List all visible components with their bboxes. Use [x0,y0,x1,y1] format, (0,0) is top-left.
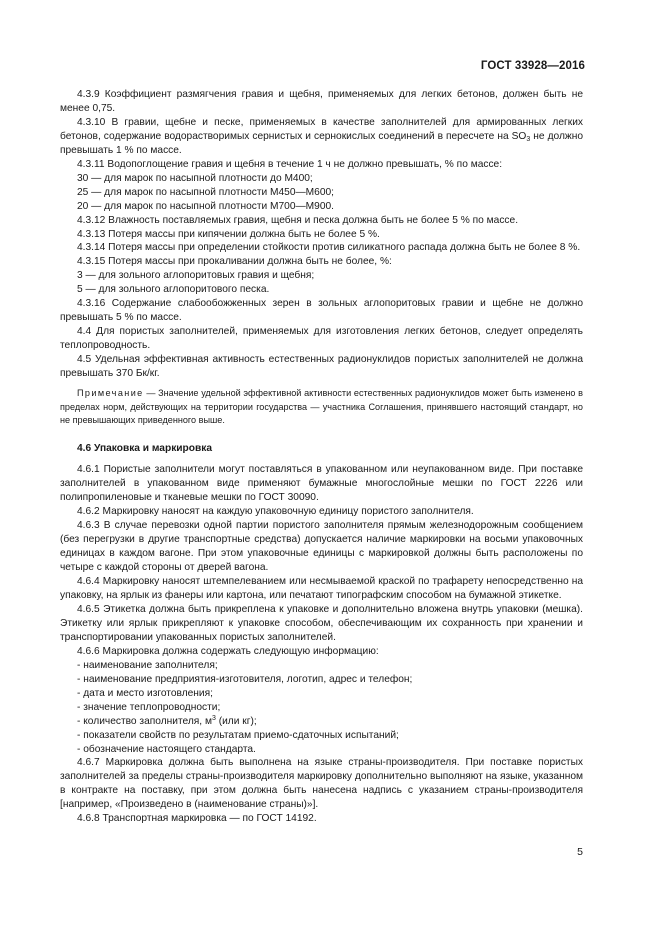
list-item-text: дата и место изготовления; [83,687,213,699]
clause-4-6-4: 4.6.4 Маркировку наносят штемпелеванием или несмываемой краской по трафарету непосредственно на упаковку, на ярлык из фанеры или картона, или печатают типографским способом на бумажной этикетке. [60,576,583,602]
list-item: - значение теплопроводности; [77,701,221,713]
clause-4-3-14: 4.3.14 Потеря массы при определении стойкости против силикатного распада должна быть не более 8 %. [77,242,581,254]
list-line: 25 — для марок по насыпной плотности М450—М600; [77,186,334,198]
list-item: - наименование заполнителя; [77,659,218,671]
clause-4-3-10 [60,116,583,158]
section-title: 4.6 Упаковка и маркировка [77,442,213,454]
document-header: ГОСТ 33928—2016 [480,60,585,72]
clause-4-3-12: 4.3.12 Влажность поставляемых гравия, щебня и песка должна быть не более 5 % по массе. [77,214,519,226]
list-item: - показатели свойств по результатам приемо-сдаточных испытаний; [77,729,399,741]
clause-4-6-3: 4.6.3 В случае перевозки одной партии пористого заполнителя прямым железнодорожным сообщением (без перегрузки в другие транспортные средства) допускается наличие маркировки на восьми упаковочных единицах в каждом вагоне. При этом упаковочные единицы с маркировкой должны быть расположены по четыре с каждой стороны от дверей вагона. [60,520,583,574]
list-item-text: наименование заполнителя; [83,659,218,671]
superscript: 3 [211,714,216,722]
list-line: 20 — для марок по насыпной плотности М700—М900. [77,200,334,212]
list-item: - наименование предприятия-изготовителя, логотип, адрес и телефон; [77,673,413,685]
clause-4-3-16: 4.3.16 Содержание слабообожженных зерен в зольных аглопоритовых гравии и щебне не должно превышать 5 % по массе. [60,298,583,324]
list-item: - дата и место изготовления; [77,687,213,699]
subscript: 3 [526,135,531,143]
list-item: - количество заполнителя, $м^3$ (или кг); [77,714,257,727]
list-item-text: количество заполнителя, м [83,715,212,727]
list-item-text: значение теплопроводности; [83,701,221,713]
note [60,387,583,428]
note-text: — Значение удельной эффективной активности естественных радионуклидов может быть изменено в пределах норм, действующих на территории государства — участника Соглашения, принявшего настоящий стандарт, но не превышающих приведенного выше. [60,388,583,426]
clause-text-end: не должно превышать 1 % по массе. [60,130,584,156]
list-item-text-end: (или кг); [215,715,257,727]
list-line: 5 — для зольного аглопоритового песка. [77,284,270,296]
clause-4-6-7: 4.6.7 Маркировка должна быть выполнена на языке страны-производителя. При поставке пористых заполнителей за пределы страны-производителя маркировку дополнительно выполняют на языке, указанном в контракте на поставку, при этом должна быть нанесена надпись с указанием страны-производителя [например, «Произведено в (наименование страны)»]. [60,757,583,811]
list-line: 30 — для марок по насыпной плотности до М400; [77,172,313,184]
clause-4-5: 4.5 Удельная эффективная активность естественных радионуклидов пористых заполнителей не должна превышать 370 Бк/кг. [60,354,583,380]
clause-4-3-15: 4.3.15 Потеря массы при прокаливании должна быть не более, %: [77,256,392,268]
clause-text: 4.3.10 В гравии, щебне и песке, применяемых в качестве заполнителей для армированных легких бетонов, содержание водорастворимых сернистых и сернокислых соединений в пересчете на SO [60,116,583,142]
clause-4-3-13: 4.3.13 Потеря массы при кипячении должна быть не более 5 %. [77,228,380,240]
clause-4-6-6: 4.6.6 Маркировка должна содержать следующую информацию: [77,645,379,657]
clause-4-3-11: 4.3.11 Водопоглощение гравия и щебня в течение 1 ч не должно превышать, % по массе: [77,158,503,170]
page-number: 5 [577,846,583,858]
clause-4-6-2: 4.6.2 Маркировку наносят на каждую упаковочную единицу пористого заполнителя. [77,506,474,518]
list-item: - обозначение настоящего стандарта. [77,743,256,755]
clause-4-6-8: 4.6.8 Транспортная маркировка — по ГОСТ 14192. [77,813,317,825]
clause-4-6-5: 4.6.5 Этикетка должна быть прикреплена к упаковке и дополнительно вложена внутрь упаковки (мешка). Этикетку или ярлык прикрепляют к упаковке способом, обеспечивающим их сохранность при хранении и транспортировании упакованных пористых заполнителей. [60,604,583,643]
list-line: 3 — для зольного аглопоритовых гравия и щебня; [77,270,315,282]
clause-4-3-9: 4.3.9 Коэффициент размягчения гравия и щебня, применяемых для легких бетонов, должен быть не менее 0,75. [60,89,583,114]
clause-4-6-1: 4.6.1 Пористые заполнители могут поставляться в упакованном или неупакованном виде. При поставке заполнителей в упакованном виде применяют бумажные многослойные мешки по ГОСТ 2226 или полипропиленовые и тканевые мешки по ГОСТ 30090. [60,464,583,504]
list-item-text: наименование предприятия-изготовителя, логотип, адрес и телефон; [83,673,413,685]
list-item-text: обозначение настоящего стандарта. [83,743,256,755]
clause-4-4: 4.4 Для пористых заполнителей, применяемых для изготовления легких бетонов, следует определять теплопроводность. [60,326,583,352]
list-item-text: показатели свойств по результатам приемо-сдаточных испытаний; [83,729,399,741]
note-label: Примечание [77,388,144,399]
page-content [60,88,583,826]
